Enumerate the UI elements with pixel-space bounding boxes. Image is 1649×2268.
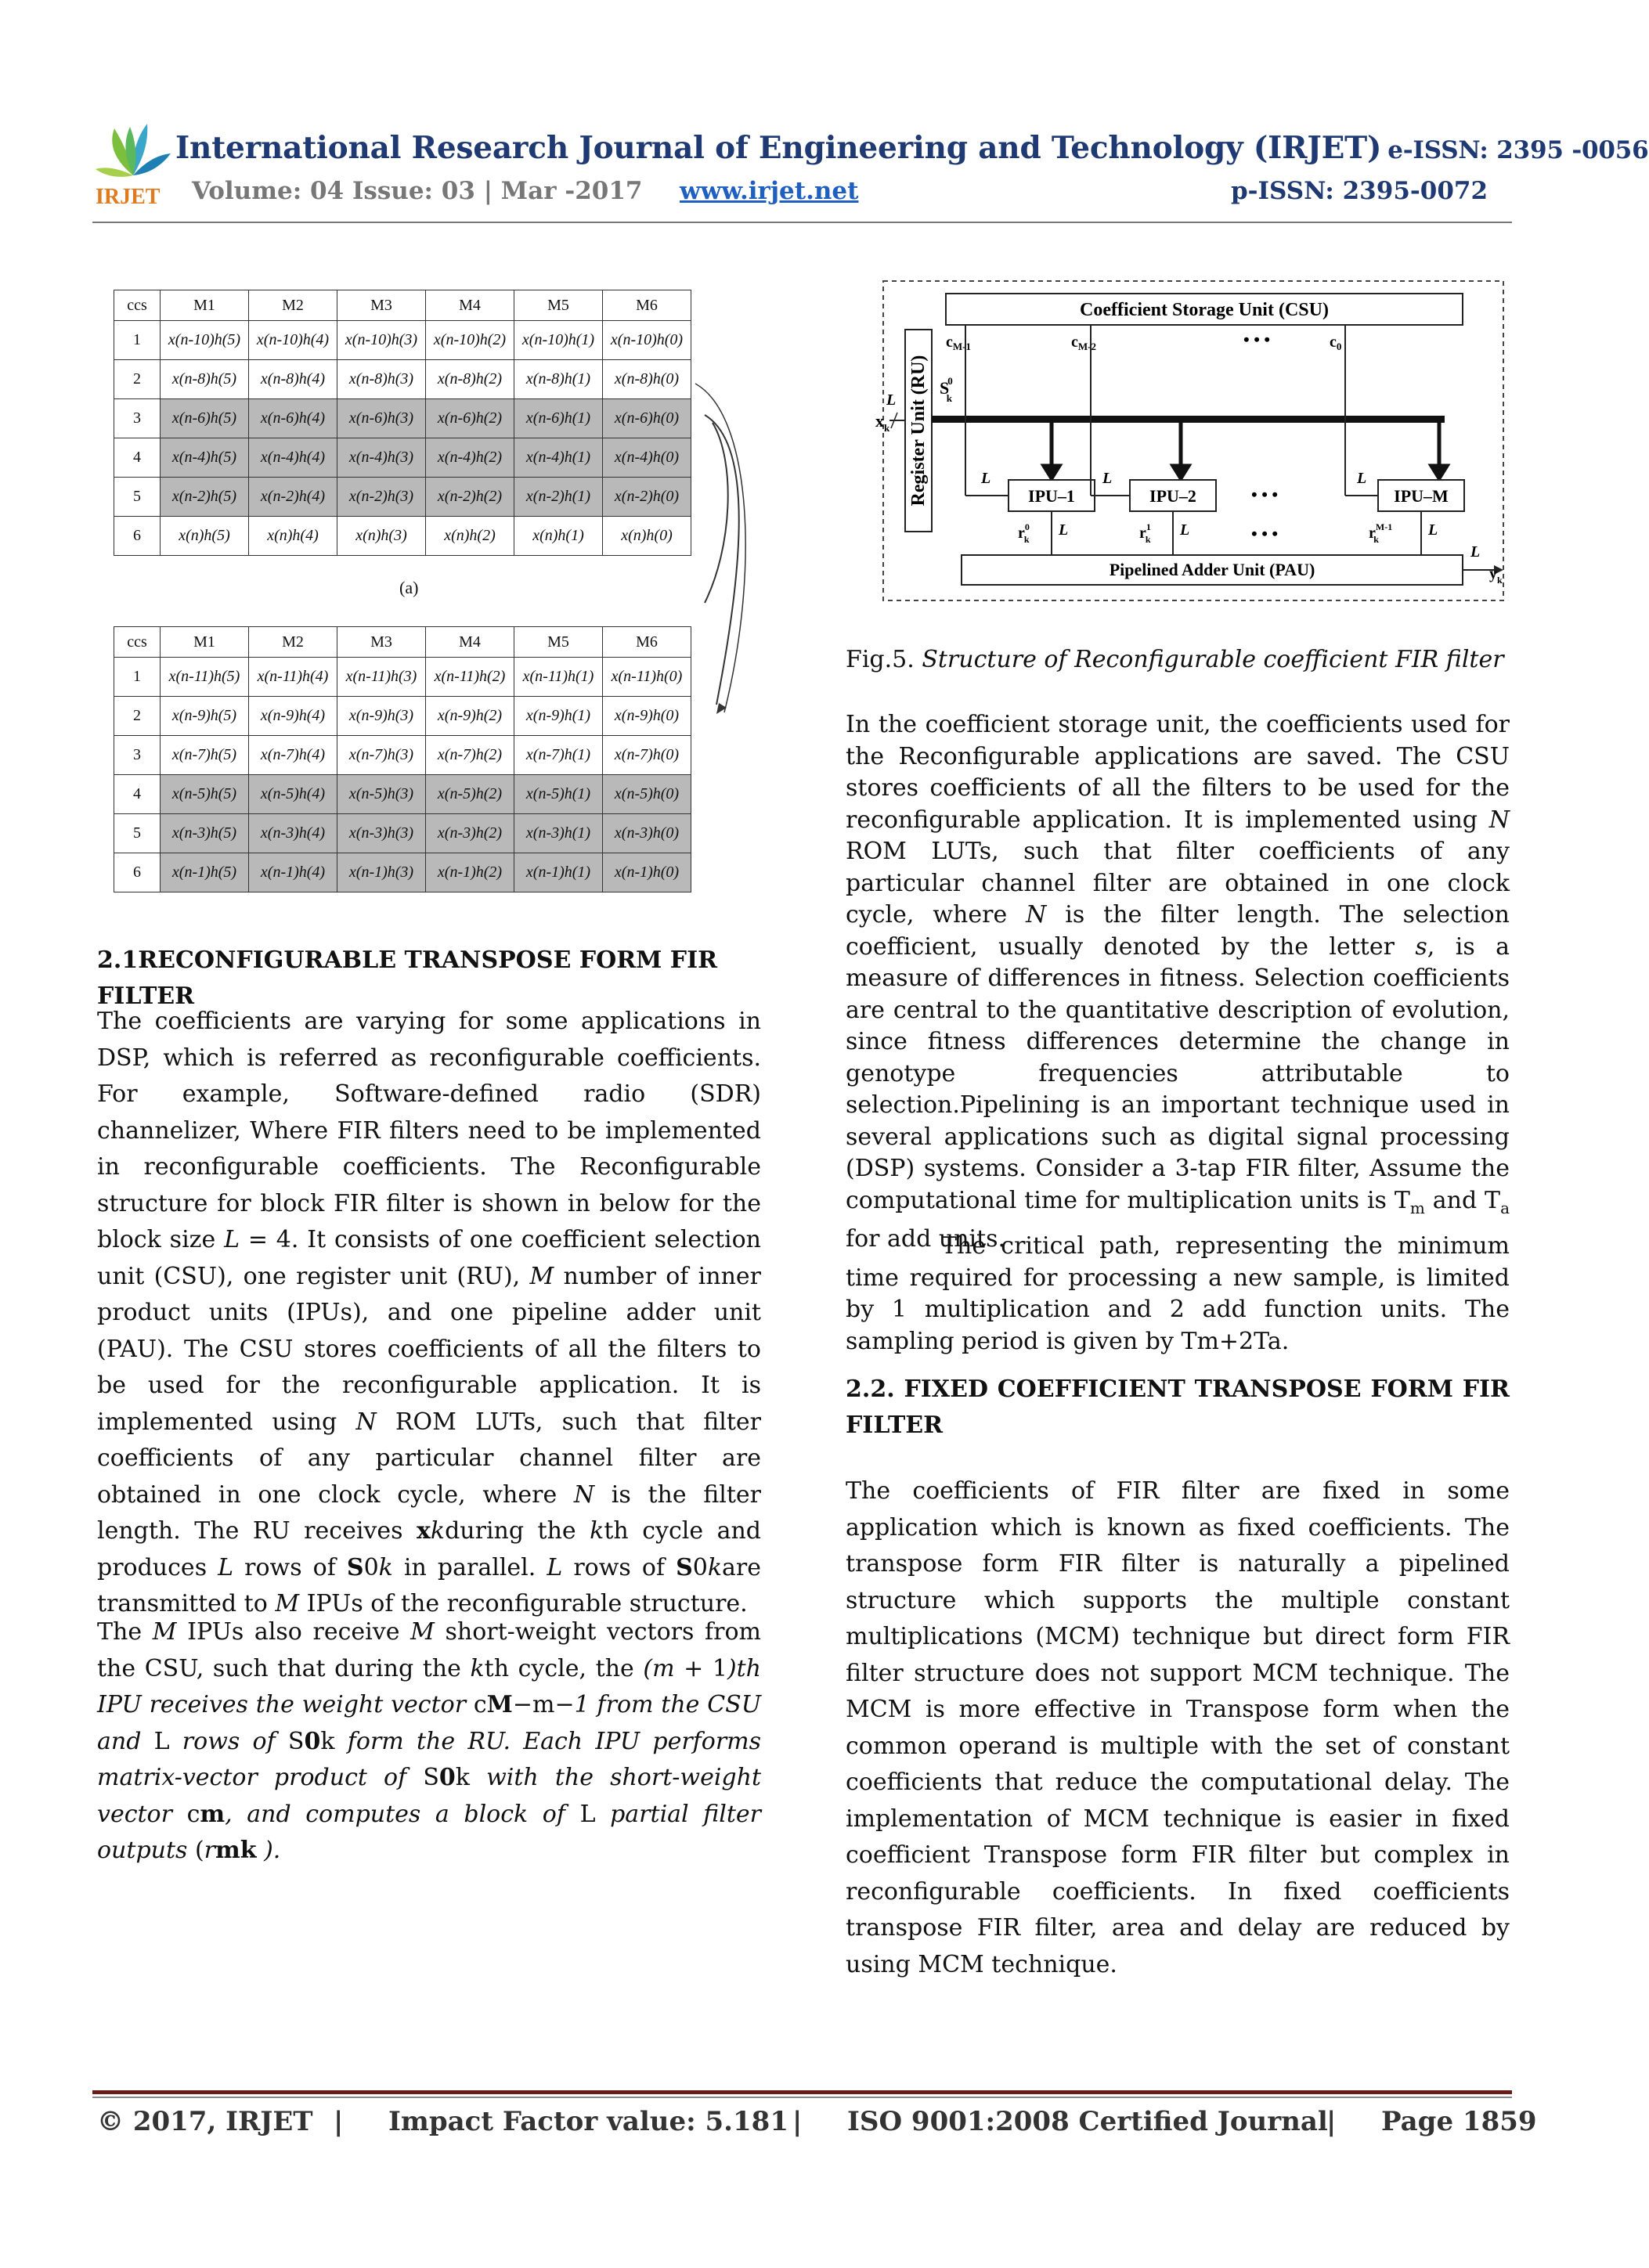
product-cell: x(n-3)h(1) [514, 814, 603, 853]
table-header-cell: M4 [426, 627, 514, 658]
r-dots: • • • [1251, 524, 1279, 543]
r1-label: $r^1$ k [1139, 521, 1151, 545]
cycle-cell: 1 [114, 321, 161, 360]
product-cell: x(n-10)h(2) [426, 321, 514, 360]
table-header-cell: M4 [426, 290, 514, 321]
product-cell: x(n-3)h(5) [161, 814, 249, 853]
product-cell: x(n-10)h(3) [337, 321, 426, 360]
product-cell: x(n-11)h(5) [161, 658, 249, 697]
website-link[interactable]: www.irjet.net [680, 177, 859, 205]
product-cell: x(n)h(1) [514, 517, 603, 556]
p-issn: p-ISSN: 2395-0072 [1231, 177, 1488, 205]
ipu-2-label: IPU–2 [1149, 486, 1196, 506]
table-header-row [114, 627, 691, 658]
product-cell: x(n-4)h(3) [337, 438, 426, 478]
product-cell: x(n-6)h(3) [337, 399, 426, 438]
schedule-table-b [114, 626, 691, 892]
rm-label: $r^{M-1}$ k [1369, 521, 1393, 545]
product-cell: x(n-6)h(2) [426, 399, 514, 438]
coef-c0: $c_0$ [1330, 334, 1342, 352]
footer-separator: | [334, 2106, 344, 2137]
product-cell: x(n-3)h(2) [426, 814, 514, 853]
product-cell: x(n-7)h(2) [426, 736, 514, 775]
right-paragraph-3: The coefficients of FIR filter are fixed in some application which is known as fixed coefficients. The transpose form FIR filter is naturally a pipelined structure which supports the multiple constant multiplications (MCM) technique but direct form FIR filter structure does not support MCM technique. The MCM is more effective in Transpose form when the common operand is multiple with the set of constant coefficients that reduce the computational delay. The implementation of MCM technique is easier in fixed coefficient Transpose form FIR filter but complex in reconfigurable coefficients. In fixed coefficients transpose FIR filter, area and delay are reduced by using MCM technique. [846, 1477, 1510, 1978]
journal-logo [92, 114, 174, 208]
table-header-cell: M1 [161, 627, 249, 658]
product-cell: x(n-1)h(1) [514, 853, 603, 892]
data-bus [932, 416, 1445, 423]
right-paragraph-2: The critical path, representing the minimum time required for processing a new sample, is limited by 1 multiplication and 2 add function units. The sampling period is given by Tm+2Ta. [846, 1232, 1510, 1355]
product-cell: x(n-6)h(4) [249, 399, 337, 438]
product-cell: x(n-2)h(1) [514, 478, 603, 517]
diagram-border [883, 281, 1503, 600]
logo-wordmark: IRJET [96, 185, 161, 209]
l-label-rm: L [1428, 521, 1438, 539]
x-input-label: $x_k$ [875, 411, 890, 434]
cycle-cell: 3 [114, 736, 161, 775]
cycle-cell: 2 [114, 697, 161, 736]
table-row [114, 775, 691, 814]
product-cell: x(n)h(3) [337, 517, 426, 556]
product-cell: x(n-11)h(0) [603, 658, 691, 697]
product-cell: x(n-4)h(4) [249, 438, 337, 478]
l-label-input: L [886, 391, 897, 409]
cycle-cell: 4 [114, 775, 161, 814]
ipu-dots: • • • [1251, 485, 1279, 504]
table-header-cell: ccs [114, 627, 161, 658]
figure-5-diagram [875, 278, 1511, 607]
product-cell: x(n-7)h(4) [249, 736, 337, 775]
product-cell: x(n-4)h(2) [426, 438, 514, 478]
footer-separator: | [792, 2106, 803, 2137]
product-cell: x(n-8)h(3) [337, 360, 426, 399]
product-cell: x(n-2)h(2) [426, 478, 514, 517]
product-cell: x(n-7)h(1) [514, 736, 603, 775]
product-cell: x(n-8)h(4) [249, 360, 337, 399]
ipu-m-label: IPU–M [1394, 486, 1449, 506]
footer-impact-factor: Impact Factor value: 5.181 [388, 2106, 788, 2137]
header-divider [92, 222, 1512, 223]
product-cell: x(n-7)h(3) [337, 736, 426, 775]
product-cell: x(n-6)h(0) [603, 399, 691, 438]
product-cell: x(n-5)h(4) [249, 775, 337, 814]
cycle-cell: 5 [114, 478, 161, 517]
product-cell: x(n-1)h(5) [161, 853, 249, 892]
cycle-cell: 6 [114, 853, 161, 892]
product-cell: x(n-8)h(0) [603, 360, 691, 399]
product-cell: x(n-1)h(2) [426, 853, 514, 892]
product-cell: x(n-4)h(5) [161, 438, 249, 478]
product-cell: x(n-6)h(5) [161, 399, 249, 438]
csu-label: Coefficient Storage Unit (CSU) [1080, 300, 1329, 320]
cycle-cell: 1 [114, 658, 161, 697]
s-label: S0 k [940, 375, 953, 404]
table-row [114, 438, 691, 478]
ru-label: Register Unit (RU) [908, 355, 929, 507]
table-row [114, 814, 691, 853]
table-row [114, 697, 691, 736]
table-row [114, 360, 691, 399]
product-cell: x(n)h(2) [426, 517, 514, 556]
product-cell: x(n-1)h(4) [249, 853, 337, 892]
product-cell: x(n-5)h(5) [161, 775, 249, 814]
table-row [114, 517, 691, 556]
product-cell: x(n-10)h(4) [249, 321, 337, 360]
table-row [114, 736, 691, 775]
product-cell: x(n-5)h(1) [514, 775, 603, 814]
logo-leaves-icon [96, 124, 171, 177]
ipu-1-label: IPU–1 [1028, 486, 1075, 506]
table-header-cell: M3 [337, 627, 426, 658]
table-header-cell: M3 [337, 290, 426, 321]
product-cell: x(n-1)h(0) [603, 853, 691, 892]
table-header-cell: M2 [249, 290, 337, 321]
l-label-r0: L [1059, 521, 1069, 539]
product-cell: x(n-1)h(3) [337, 853, 426, 892]
table-a-caption: (a) [399, 578, 419, 597]
product-cell: x(n-10)h(5) [161, 321, 249, 360]
footer-page-number: Page 1859 [1381, 2106, 1537, 2137]
l-label-r1: L [1180, 521, 1190, 539]
product-cell: x(n-9)h(2) [426, 697, 514, 736]
table-header-cell: M5 [514, 627, 603, 658]
product-cell: x(n-7)h(5) [161, 736, 249, 775]
product-cell: x(n-2)h(4) [249, 478, 337, 517]
product-cell: x(n-8)h(5) [161, 360, 249, 399]
product-cell: x(n-4)h(0) [603, 438, 691, 478]
y-output-label: $y_k$ [1489, 565, 1503, 586]
product-cell: x(n-11)h(3) [337, 658, 426, 697]
product-cell: x(n-11)h(4) [249, 658, 337, 697]
table-header-cell: M6 [603, 627, 691, 658]
footer-iso: ISO 9001:2008 Certified Journal [847, 2106, 1328, 2137]
product-cell: x(n-4)h(1) [514, 438, 603, 478]
product-cell: x(n-3)h(4) [249, 814, 337, 853]
product-cell: x(n-8)h(1) [514, 360, 603, 399]
product-cell: x(n-2)h(0) [603, 478, 691, 517]
table-header-cell: M2 [249, 627, 337, 658]
table-header-cell: M5 [514, 290, 603, 321]
cycle-cell: 3 [114, 399, 161, 438]
product-cell: x(n-2)h(5) [161, 478, 249, 517]
product-cell: x(n)h(0) [603, 517, 691, 556]
figure-5-caption: Fig.5. Structure of Reconfigurable coefficient FIR filter [846, 646, 1504, 673]
section-2-2-heading: 2.2. FIXED COEFFICIENT TRANSPOSE FORM FIR FILTER [846, 1376, 1510, 1439]
table-header-cell: M6 [603, 290, 691, 321]
table-header-cell: M1 [161, 290, 249, 321]
product-cell: x(n-2)h(3) [337, 478, 426, 517]
cycle-cell: 2 [114, 360, 161, 399]
product-cell: x(n-5)h(3) [337, 775, 426, 814]
product-cell: x(n-9)h(4) [249, 697, 337, 736]
product-cell: x(n-9)h(1) [514, 697, 603, 736]
right-paragraph-1: In the coefficient storage unit, the coefficients used for the Reconfigurable applications are saved. The CSU stores coefficients of all the filters to be used for the reconfigurable application. It is implemented using N ROM LUTs, such that filter coefficients of any particular channel filter are obtained in one clock cycle, where N is the filter length. The selection coefficient, usually denoted by the letter s, is a measure of differences in fitness. Selection coefficients are central to the quantitative description of evolution, since fitness differences determine the change in genotype frequencies attributable to selection.Pipelining is an important technique used in several applications such as digital signal processing (DSP) systems. Consider a 3-tap FIR filter, Assume the computational time for multiplication units is $T_m$ and $T_a$ for add units. [846, 711, 1510, 1253]
product-cell: x(n)h(4) [249, 517, 337, 556]
table-row [114, 399, 691, 438]
product-cell: x(n)h(5) [161, 517, 249, 556]
section-2-1-paragraph-1: The coefficients are varying for some applications in DSP, which is referred as reconfigurable coefficients. For example, Software-defined radio (SDR) channelizer, Where FIR filters need to be implemented in reconfigurable coefficients. The Reconfigurable structure for block FIR filter is shown in below for the block size L = 4. It consists of one coefficient selection unit (CSU), one register unit (RU), M number of inner product units (IPUs), and one pipeline adder unit (PAU). The CSU stores coefficients of all the filters to be used for the reconfigurable application. It is implemented using N ROM LUTs, such that filter coefficients of any particular channel filter are obtained in one clock cycle, where N is the filter length. The RU receives xkduring the kth cycle and produces L rows of S0k in parallel. L rows of S0kare transmitted to M IPUs of the reconfigurable structure. [97, 1008, 762, 1617]
bracket-arrows-icon [689, 368, 763, 720]
product-cell: x(n-3)h(0) [603, 814, 691, 853]
product-cell: x(n-9)h(3) [337, 697, 426, 736]
product-cell: x(n-5)h(2) [426, 775, 514, 814]
section-2-1-paragraph-2: The M IPUs also receive M short-weight vectors from the CSU, such that during the kth cycle, the (m + 1)th IPU receives the weight vector cM−m−1 from the CSU and L rows of S0k form the RU. Each IPU performs matrix-vector product of S0k with the short-weight vector cm, and computes a block of L partial filter outputs (rmk ). [97, 1618, 762, 1864]
schedule-table-a [114, 290, 691, 556]
volume-issue: Volume: 04 Issue: 03 | Mar -2017 [192, 177, 643, 205]
r0-label: $r^0$ k [1018, 521, 1030, 545]
product-cell: x(n-5)h(0) [603, 775, 691, 814]
section-2-1-heading: 2.1RECONFIGURABLE TRANSPOSE FORM FIR FILTER [97, 947, 718, 1010]
l-label-ipum: L [1357, 470, 1367, 487]
product-cell: x(n-11)h(2) [426, 658, 514, 697]
coef-dots: • • • [1243, 330, 1271, 349]
e-issn: e-ISSN: 2395 -0056 [1387, 136, 1649, 164]
product-cell: x(n-9)h(0) [603, 697, 691, 736]
table-row [114, 658, 691, 697]
table-row [114, 321, 691, 360]
product-cell: x(n-3)h(3) [337, 814, 426, 853]
footer-divider [92, 2090, 1512, 2094]
footer-divider-thin [92, 2097, 1512, 2098]
footer-separator: | [1326, 2106, 1337, 2137]
product-cell: x(n-9)h(5) [161, 697, 249, 736]
footer-copyright: © 2017, IRJET [97, 2106, 313, 2137]
product-cell: x(n-6)h(1) [514, 399, 603, 438]
l-label-ipu1: L [981, 470, 991, 487]
journal-title: International Research Journal of Engineering and Technology (IRJET) e-ISSN: 2395 -0056 [175, 130, 1649, 166]
l-label-ipu2: L [1102, 470, 1113, 487]
product-cell: x(n-8)h(2) [426, 360, 514, 399]
table-header-cell: ccs [114, 290, 161, 321]
coef-cm2: $c_{M-2}$ [1071, 334, 1096, 352]
cycle-cell: 6 [114, 517, 161, 556]
pau-label: Pipelined Adder Unit (PAU) [1109, 560, 1315, 579]
product-cell: x(n-10)h(1) [514, 321, 603, 360]
l-label-output: L [1470, 543, 1481, 561]
table-row [114, 478, 691, 517]
table-row [114, 853, 691, 892]
product-cell: x(n-10)h(0) [603, 321, 691, 360]
product-cell: x(n-11)h(1) [514, 658, 603, 697]
cycle-cell: 5 [114, 814, 161, 853]
product-cell: x(n-7)h(0) [603, 736, 691, 775]
table-header-row [114, 290, 691, 321]
cycle-cell: 4 [114, 438, 161, 478]
coef-cm1: $c_{M-1}$ [946, 334, 971, 352]
